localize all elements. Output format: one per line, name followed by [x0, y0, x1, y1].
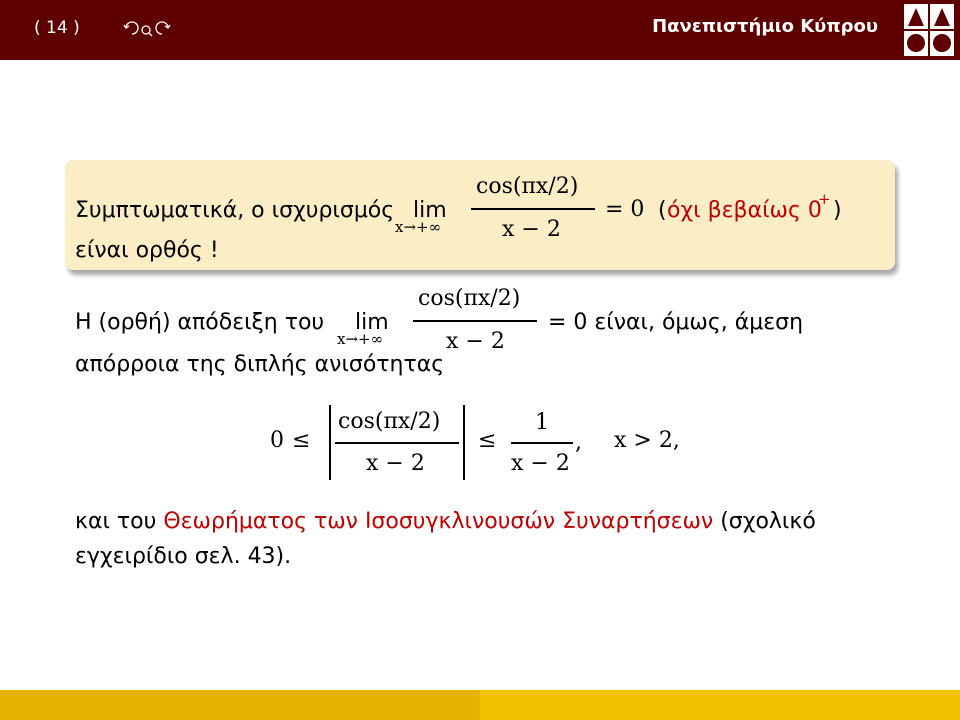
para1-after: = 0 είναι, όμως, άμεση — [548, 310, 804, 335]
para1-line2: απόρροια της διπλής ανισότητας — [75, 352, 445, 377]
para2-line1 — [75, 511, 816, 533]
search-icon[interactable] — [142, 26, 152, 36]
slide-number: ( 14 ) — [34, 18, 80, 38]
box-paren-note: όχι βεβαίως 0 — [667, 198, 822, 223]
box-lim: lim — [413, 198, 447, 223]
box-denominator: x − 2 — [502, 217, 561, 242]
ineq-frac2-numerator: 1 — [535, 410, 549, 435]
ineq-denominator: x − 2 — [366, 451, 425, 476]
para1-fraction-line — [413, 320, 537, 322]
box-equals: = 0 — [605, 197, 645, 222]
ineq-zero: 0 — [270, 428, 284, 453]
box-paren-close: ) — [833, 198, 842, 223]
back-arrow-icon[interactable] — [124, 22, 138, 34]
box-text-before: Συμπτωματικά, ο ισχυρισμός — [75, 198, 395, 223]
ineq-comma: , — [575, 430, 582, 455]
box-paren-open: ( — [658, 198, 667, 223]
box-lim-subscript: x→+∞ — [395, 218, 442, 236]
abs-bar-right — [463, 405, 465, 480]
ineq-numerator: cos(πx/2) — [338, 409, 441, 434]
box-line2: είναι ορθός ! — [75, 238, 219, 263]
navigation-icons[interactable] — [118, 20, 178, 40]
ineq-leq-1: ≤ — [292, 428, 311, 453]
para1-numerator: cos(πx/2) — [418, 286, 521, 311]
ineq-leq-2: ≤ — [478, 428, 497, 453]
para2-before: και του — [75, 509, 157, 534]
box-fraction-line — [471, 208, 595, 210]
abs-bar-left — [329, 405, 331, 480]
footer-bar-left — [0, 690, 480, 720]
forward-arrow-icon[interactable] — [156, 22, 170, 34]
header-bar — [0, 0, 960, 60]
university-logo-icon — [898, 0, 960, 60]
ineq-fraction-line — [335, 442, 459, 444]
university-name: Πανεπιστήμιο Κύπρου — [652, 16, 878, 37]
theorem-link[interactable]: Θεωρήματος των Ισοσυγκλινουσών Συναρτήσεων — [163, 509, 714, 534]
para1-lim: lim — [355, 310, 389, 335]
ineq-frac2-line — [511, 442, 573, 444]
para2-after: (σχολικό — [720, 509, 816, 534]
para2-line2: εγχειρίδιο σελ. 43). — [75, 544, 292, 569]
para1-text-before: Η (ορθή) απόδειξη του — [75, 310, 325, 335]
ineq-condition: x > 2, — [614, 428, 680, 453]
box-numerator: cos(πx/2) — [476, 174, 579, 199]
ineq-frac2-denominator: x − 2 — [511, 451, 570, 476]
box-paren-note-superscript: + — [818, 190, 831, 208]
para1-lim-subscript: x→+∞ — [337, 330, 384, 348]
para1-denominator: x − 2 — [446, 329, 505, 354]
